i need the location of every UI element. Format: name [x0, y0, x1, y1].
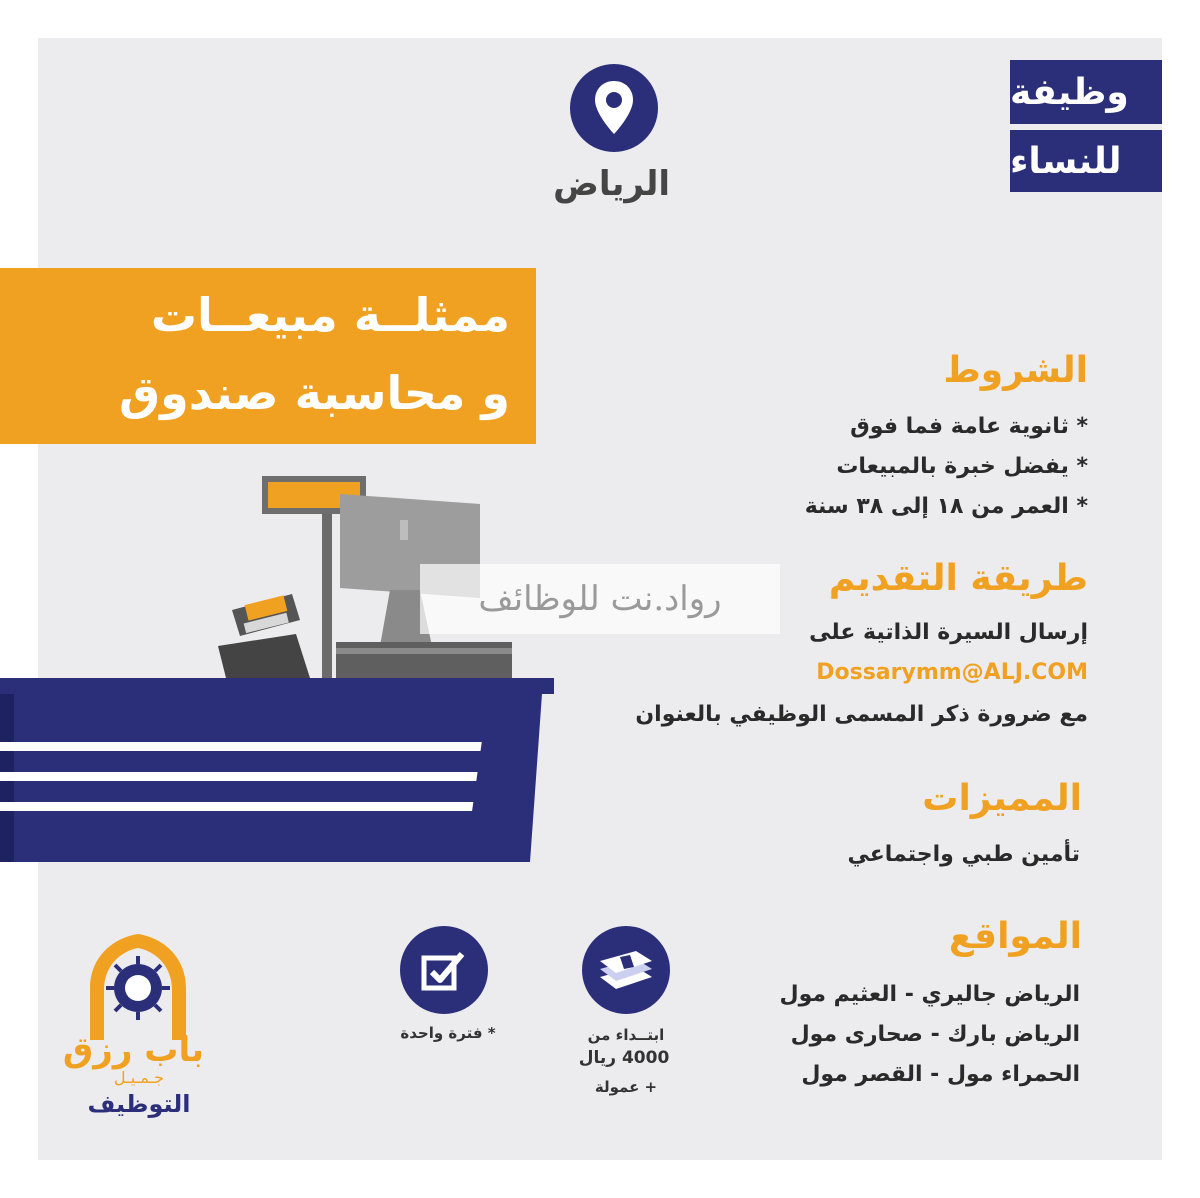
- job-title-banner: [0, 268, 536, 444]
- apply-note: مع ضرورة ذكر المسمى الوظيفي بالعنوان: [635, 702, 1088, 727]
- job-title-line2: و محاسبة صندوق: [119, 366, 510, 420]
- location-item: الرياض جاليري - العثيم مول: [779, 982, 1080, 1007]
- logo-department: التوظيف: [87, 1090, 191, 1118]
- salary-line1: ابتــداء من: [587, 1026, 665, 1044]
- watermark: رواد.نت للوظائف: [420, 564, 780, 634]
- location-item: الحمراء مول - القصر مول: [801, 1062, 1080, 1087]
- condition-item: * ثانوية عامة فما فوق: [850, 414, 1088, 439]
- salary-line3: + عمولة: [594, 1078, 658, 1096]
- condition-item: * يفضل خبرة بالمبيعات: [836, 454, 1088, 479]
- tag-job: [1010, 60, 1162, 124]
- tag-job-label: وظيفة: [1010, 71, 1129, 113]
- apply-heading: طريقة التقديم: [828, 558, 1088, 599]
- bab-rizq-logo-icon: [80, 930, 196, 1042]
- city-label: الرياض: [553, 164, 670, 204]
- job-title-line1: ممثلــة مبيعــات: [150, 288, 510, 342]
- location-pin-icon: [570, 64, 658, 152]
- money-stack-icon: [582, 926, 670, 1014]
- benefits-heading: المميزات: [922, 778, 1082, 819]
- locations-heading: المواقع: [948, 916, 1082, 957]
- apply-instructions: إرسال السيرة الذاتية على: [809, 620, 1088, 645]
- logo-name: باب رزق: [62, 1030, 204, 1070]
- apply-email-link[interactable]: Dossarymm@ALJ.COM: [816, 660, 1088, 685]
- conditions-heading: الشروط: [943, 350, 1088, 391]
- tag-women: [1010, 130, 1162, 192]
- cashier-counter-illustration: [0, 470, 560, 870]
- condition-item: * العمر من ١٨ إلى ٣٨ سنة: [804, 494, 1088, 519]
- tag-women-label: للنساء: [1010, 140, 1122, 182]
- logo-subtitle: جـمـيـل: [113, 1068, 165, 1087]
- shift-text: * فترة واحدة: [400, 1024, 496, 1042]
- salary-line2: 4000 ريال: [578, 1048, 670, 1068]
- checkbox-icon: [400, 926, 488, 1014]
- benefits-text: تأمين طبي واجتماعي: [847, 842, 1080, 867]
- location-item: الرياض بارك - صحارى مول: [790, 1022, 1080, 1047]
